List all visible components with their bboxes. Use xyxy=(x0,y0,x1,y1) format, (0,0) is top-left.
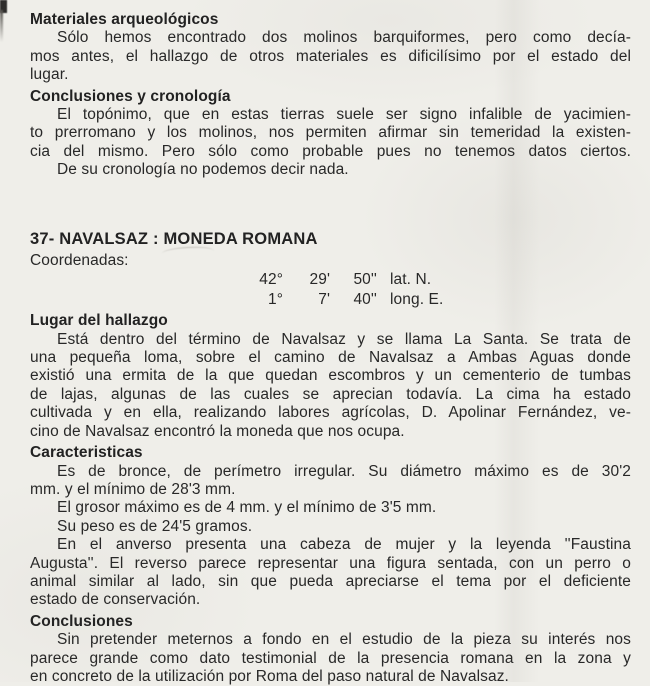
text-line: El grosor máximo es de 4 mm. y el mínimo de 3'5 mm. xyxy=(57,499,437,517)
text-line: estado de conservación. xyxy=(30,591,201,609)
coordinate-minutes: 7' xyxy=(318,290,330,308)
text-line: Es de bronce, de perímetro irregular. Su diámetro máximo es de 30'2 xyxy=(57,462,631,480)
coordinate-minutes: 29' xyxy=(309,271,330,289)
coordinate-degrees: 1° xyxy=(267,290,283,308)
text-line: existió una ermita de la que quedan escombros y un cementerio de tumbas xyxy=(30,367,631,385)
section-heading-caracteristicas: Caracteristicas xyxy=(30,444,143,462)
text-line: El topónimo, que en estas tierras suele ser signo infalible de yacimien- xyxy=(57,106,631,124)
text-line: mos antes, el hallazgo de otros materiales es dificilísimo por el estado del xyxy=(30,47,631,65)
text-line: Sólo hemos encontrado dos molinos barquiformes, pero como decía- xyxy=(57,29,631,47)
document-page xyxy=(30,8,631,686)
section-break xyxy=(30,180,631,226)
scan-edge-artifact xyxy=(0,10,3,42)
section-heading-materiales: Materiales arqueológicos xyxy=(30,11,219,28)
text-line: una pequeña loma, sobre el camino de Navalsaz a Ambas Aguas donde xyxy=(30,349,631,367)
text-line: de lajas, algunas de las cuales se aprecian todavía. La cima ha estado xyxy=(30,385,631,403)
coordinate-row-longitude xyxy=(30,290,631,310)
text-line: parece grande como dato testimonial de la presencia romana en la zona y xyxy=(30,649,631,667)
text-line: lugar. xyxy=(30,66,69,84)
coordinate-direction: lat. N. xyxy=(390,271,432,289)
section-heading-conclusiones: Conclusiones xyxy=(30,612,133,630)
text-line: Su peso es de 24'5 gramos. xyxy=(57,517,253,535)
text-line: cino de Navalsaz encontró la moneda que nos ocupa. xyxy=(30,422,405,440)
text-line: Augusta''. El reverso parece representar una figura sentada, con un perro o xyxy=(30,554,631,572)
text-line: en concreto de la utilización por Roma del paso natural de Navalsaz. xyxy=(30,667,509,685)
text-line: Sin pretender meternos a fondo en el estudio de la pieza su interés nos xyxy=(57,631,631,649)
text-line: animal similar al lado, sin que pueda apreciarse el tema por el deficiente xyxy=(30,572,631,590)
coordinate-degrees: 42° xyxy=(259,271,283,289)
section-heading-lugar-del-hallazgo: Lugar del hallazgo xyxy=(30,312,168,330)
text-line: cia del mismo. Pero sólo como probable pues no tenemos datos ciertos. xyxy=(30,142,631,160)
section-heading-navalsaz-moneda-romana: 37- NAVALSAZ : MONEDA ROMANA xyxy=(30,229,318,248)
coordinate-row-latitude xyxy=(30,270,631,290)
coordinate-seconds: 50'' xyxy=(353,271,377,289)
coordinate-direction: long. E. xyxy=(390,290,444,308)
coordinate-seconds: 40'' xyxy=(353,290,377,308)
text-line: De su cronología no podemos decir nada. xyxy=(57,161,349,179)
section-heading-conclusiones-cronologia: Conclusiones y cronología xyxy=(30,87,231,105)
text-line: Está dentro del término de Navalsaz y se llama La Santa. Se trata de xyxy=(57,330,631,348)
text-line: mm. y el mínimo de 28'3 mm. xyxy=(30,480,236,498)
text-line: cultivada y en ella, realizando labores agrícolas, D. Apolinar Fernández, ve- xyxy=(30,404,631,422)
coordinates-block xyxy=(30,270,631,309)
text-line: to prerromano y los molinos, nos permiten afirmar sin temeridad la existen- xyxy=(30,124,631,142)
text-line: En el anverso presenta una cabeza de mujer y la leyenda ''Faustina xyxy=(57,536,631,554)
coordinates-label: Coordenadas: xyxy=(30,251,129,269)
